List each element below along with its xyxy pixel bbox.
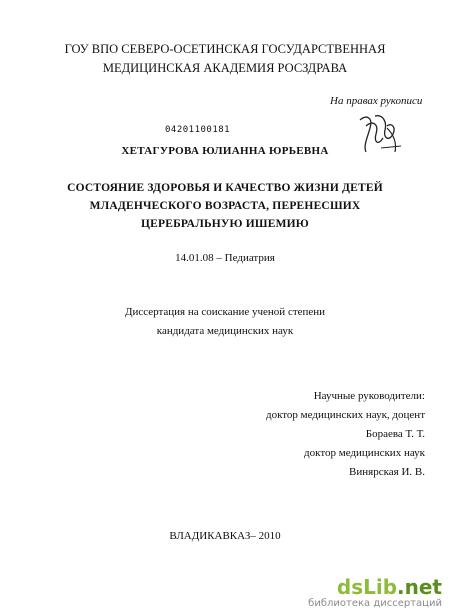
dslib-logo[interactable] [308,576,442,598]
institution-line-2: МЕДИЦИНСКАЯ АКАДЕМИЯ РОСЗДРАВА [102,61,348,75]
supervisor-2-name: Винярская И. В. [349,466,425,478]
dissertation-line-1: Диссертация на соискание ученой степени [124,306,326,318]
supervisor-1-degree: доктор медицинских наук, доцент [265,409,425,421]
specialty: 14.01.08 – Педиатрия [175,252,275,264]
supervisors-heading: Научные руководители: [313,390,425,402]
institution-line-1: ГОУ ВПО СЕВЕРО-ОСЕТИНСКАЯ ГОСУДАРСТВЕННАЯ [64,42,386,56]
author-name: ХЕТАГУРОВА ЮЛИАННА ЮРЬЕВНА [121,145,329,157]
dissertation-line-2: кандидата медицинских наук [156,325,294,337]
title-line-3: ЦЕРЕБРАЛЬНУЮ ИШЕМИЮ [141,218,309,230]
registration-code: 04201100181 [165,125,231,135]
supervisor-2-degree: доктор медицинских наук [304,447,425,459]
city-year-footer: ВЛАДИКАВКАЗ– 2010 [169,530,281,542]
title-line-1: СОСТОЯНИЕ ЗДОРОВЬЯ И КАЧЕСТВО ЖИЗНИ ДЕТЕЙ [67,182,383,194]
dslib-tagline: библиотека диссертаций [308,598,442,609]
dslib-logo-main: dsLib [336,575,398,599]
title-line-2: МЛАДЕНЧЕСКОГО ВОЗРАСТА, ПЕРЕНЕСШИХ [89,200,361,212]
dslib-logo-suffix: .net [397,575,442,599]
rights-note: На правах рукописи [330,95,423,107]
supervisor-1-name: Бораева Т. Т. [365,428,425,440]
dslib-watermark[interactable] [308,576,442,610]
